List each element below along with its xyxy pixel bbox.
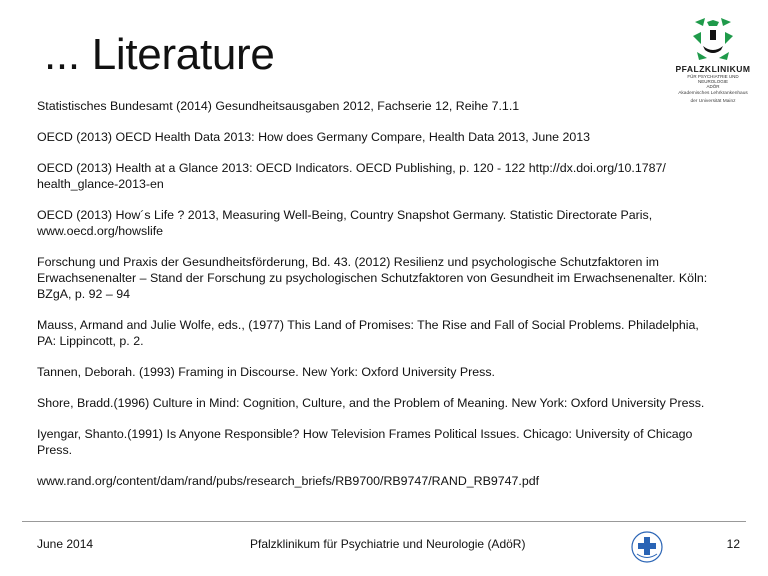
- reference-item: www.rand.org/content/dam/rand/pubs/research_briefs/RB9700/RB9747/RAND_RB9747.pdf: [37, 474, 540, 488]
- reference-item: Mauss, Armand and Julie Wolfe, eds., (1977) This Land of Promises: The Rise and Fall of Social Problems. Philadelphia, PA: Lippincott, p. 2.: [37, 318, 699, 348]
- logo-subtitle-3: ADÖR: [706, 84, 720, 89]
- reference-item: Tannen, Deborah. (1993) Framing in Discourse. New York: Oxford University Press.: [37, 365, 495, 379]
- logo-name: PFALZKLINIKUM: [675, 64, 751, 74]
- logo-affiliation-2: der Universität Mainz: [690, 98, 736, 104]
- footer-date: June 2014: [37, 537, 94, 551]
- pfalzklinikum-emblem-icon: [691, 16, 735, 62]
- reference-item: Statistisches Bundesamt (2014) Gesundheitsausgaben 2012, Fachserie 12, Reihe 7.1.1: [37, 99, 520, 113]
- logo-subtitle-2: NEUROLOGIE: [697, 79, 728, 84]
- reference-item: Shore, Bradd.(1996) Culture in Mind: Cognition, Culture, and the Problem of Meaning. New York: Oxford University Press.: [37, 396, 705, 410]
- reference-list: [37, 98, 717, 504]
- footer-organization: Pfalzklinikum für Psychiatrie und Neurologie (AdöR): [250, 537, 526, 551]
- reference-item: Forschung und Praxis der Gesundheitsförderung, Bd. 43. (2012) Resilienz und psychologische Schutzfaktoren im Erwachsenenalter – Stand der Forschung zu psychologischen Schutzfaktoren von Gesundheit im Erwachsenenalter. Köln: BZgA, p. 92 – 94: [37, 255, 708, 301]
- page-number: 12: [726, 537, 740, 551]
- logo-affiliation-1: Akademisches Lehrkrankenhaus: [678, 91, 748, 96]
- reference-item: Iyengar, Shanto.(1991) Is Anyone Responsible? How Television Frames Political Issues. Chicago: University of Chicago Press.: [37, 427, 693, 457]
- slide-title: ... Literature: [44, 30, 275, 79]
- reference-item: OECD (2013) How´s Life ? 2013, Measuring Well-Being, Country Snapshot Germany. Statistic Directorate Paris, www.oecd.org/howslife: [37, 208, 653, 238]
- logo-subtitle-1: FÜR PSYCHIATRIE UND: [687, 74, 739, 79]
- reference-item: OECD (2013) OECD Health Data 2013: How does Germany Compare, Health Data 2013, June 2013: [37, 130, 591, 144]
- footer-divider: [22, 521, 746, 522]
- cross-emblem-icon: [630, 530, 664, 564]
- reference-item: OECD (2013) Health at a Glance 2013: OECD Indicators. OECD Publishing, p. 120 - 122 http://dx.doi.org/10.1787/ health_glance-2013-en: [37, 161, 666, 191]
